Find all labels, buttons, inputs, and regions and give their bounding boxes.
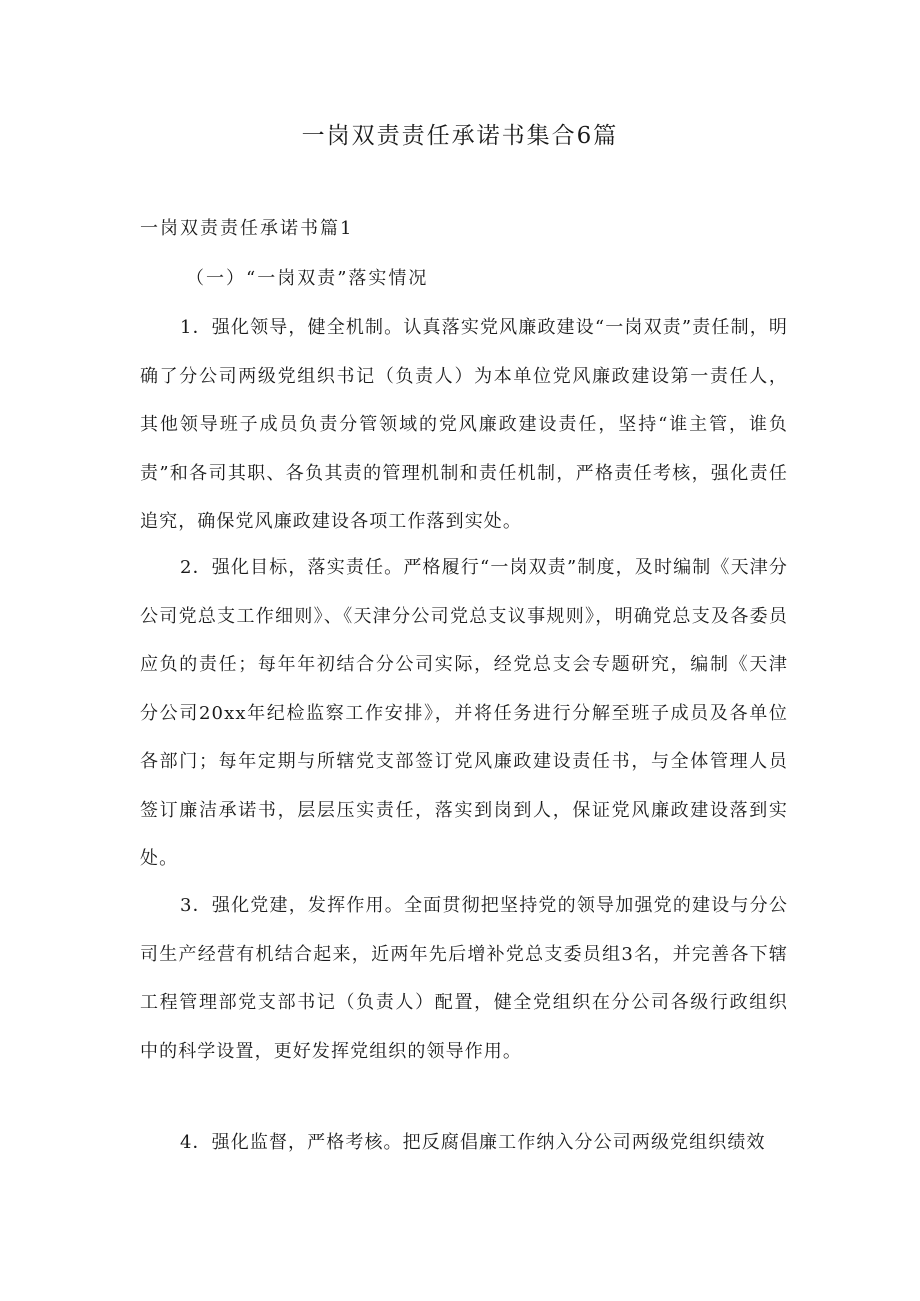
paragraph-2: 2．强化目标，落实责任。严格履行“一岗双责”制度，及时编制《天津分公司党总支工作细则》、《天津分公司党总支议事规则》，明确党总支及各委员应负的责任；每年年初结合分公司实际，经党总支会专题研究，编制《天津分公司20xx年纪检监察工作安排》，并将任务进行分解至班子成员及各单位各部门；每年定期与所辖党支部签订党风廉政建设责任书，与全体管理人员签订廉洁承诺书，层层压实责任，落实到岗到人，保证党风廉政建设落到实处。 [140,557,788,869]
subsection-heading: （一）“一岗双责”落实情况 [186,268,429,289]
section-heading: 一岗双责责任承诺书篇1 [140,218,354,239]
document-title: 一岗双责责任承诺书集合6篇 [301,123,619,149]
paragraph-1: 1．强化领导，健全机制。认真落实党风廉政建设“一岗双责”责任制，明确了分公司两级党组织书记（负责人）为本单位党风廉政建设第一责任人，其他领导班子成员负责分管领域的党风廉政建设责任，坚持“谁主管，谁负责”和各司其职、各负其责的管理机制和责任机制，严格责任考核，强化责任追究，确保党风廉政建设各项工作落到实处。 [140,317,788,532]
paragraph-3: 3．强化党建，发挥作用。全面贯彻把坚持党的领导加强党的建设与分公司生产经营有机结合起来，近两年先后增补党总支委员组3名，并完善各下辖工程管理部党支部书记（负责人）配置，健全党组织在分公司各级行政组织中的科学设置，更好发挥党组织的领导作用。 [140,895,788,1062]
paragraph-4: 4．强化监督，严格考核。把反腐倡廉工作纳入分公司两级党组织绩效 [180,1132,766,1153]
